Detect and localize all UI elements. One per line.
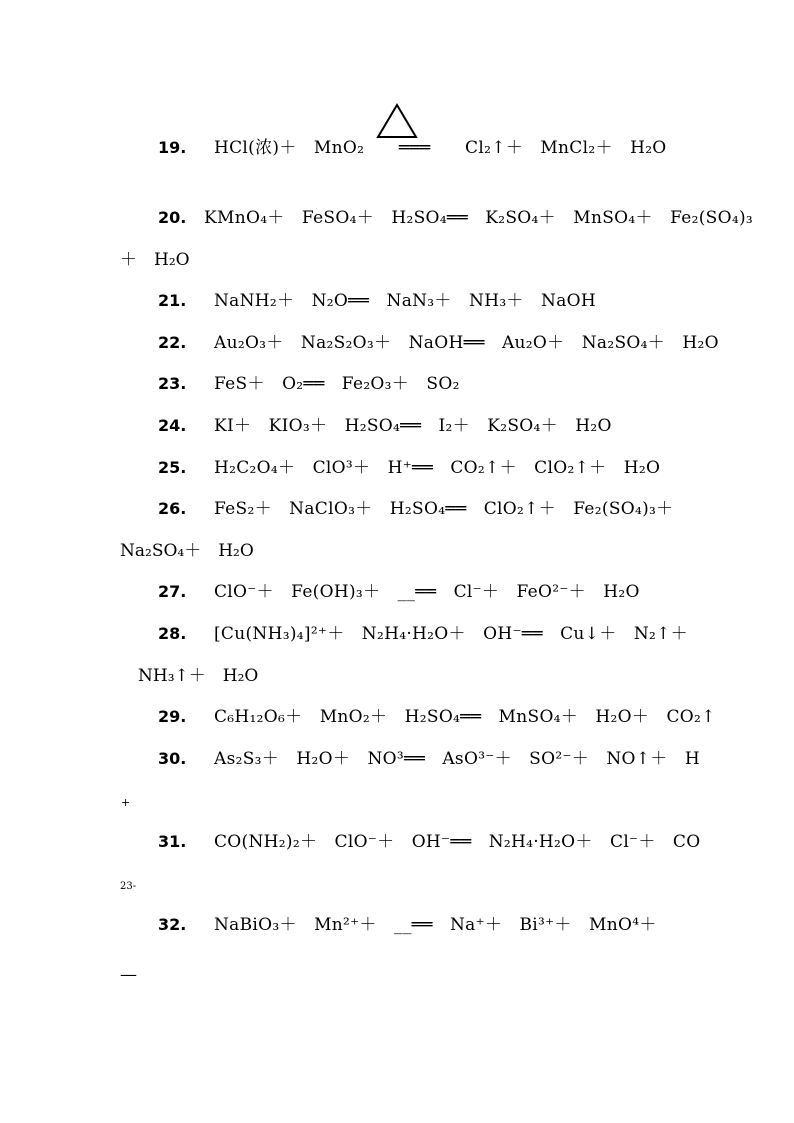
- equation-text: HCl(浓)＋ MnO₂ ═══ Cl₂↑＋ MnCl₂＋ H₂O: [214, 138, 667, 158]
- equation-number: 21.: [158, 291, 187, 310]
- equation-number: 26.: [158, 499, 187, 518]
- equation-text: FeS₂＋ NaClO₃＋ H₂SO₄══ ClO₂↑＋ Fe₂(SO₄)₃＋: [214, 499, 674, 519]
- equation-number: 30.: [158, 749, 187, 768]
- equation-text: KI＋ KIO₃＋ H₂SO₄══ I₂＋ K₂SO₄＋ H₂O: [214, 416, 612, 436]
- equation-text: KMnO₄＋ FeSO₄＋ H₂SO₄══ K₂SO₄＋ MnSO₄＋ Fe₂(SO₄)₃: [204, 208, 754, 228]
- equation-number: 25.: [158, 458, 187, 477]
- equation-text: C₆H₁₂O₆＋ MnO₂＋ H₂SO₄══ MnSO₄＋ H₂O＋ CO₂↑: [214, 707, 716, 727]
- equation-number: 22.: [158, 333, 187, 352]
- equation-number: 20.: [158, 208, 187, 227]
- equation-29: [158, 706, 716, 728]
- equation-20: [158, 207, 753, 229]
- heat-triangle-icon: [376, 103, 418, 139]
- equation-text: NaBiO₃＋ Mn²⁺＋ __══ Na⁺＋ Bi³⁺＋ MnO⁴＋: [214, 915, 657, 935]
- equation-text: NaNH₂＋ N₂O══ NaN₃＋ NH₃＋ NaOH: [214, 291, 597, 311]
- equation-20-continuation: ＋ H₂O: [120, 250, 190, 270]
- equation-text: ClO⁻＋ Fe(OH)₃＋ __══ Cl⁻＋ FeO²⁻＋ H₂O: [214, 582, 640, 602]
- equation-number: 27.: [158, 582, 187, 601]
- equation-27: [158, 581, 640, 603]
- equation-32: [158, 914, 657, 936]
- equation-text: CO(NH₂)₂＋ ClO⁻＋ OH⁻══ N₂H₄·H₂O＋ Cl⁻＋ CO: [214, 832, 701, 852]
- equation-19: [158, 137, 667, 159]
- equation-32-continuation: —: [120, 965, 137, 985]
- equation-text: As₂S₃＋ H₂O＋ NO³══ AsO³⁻＋ SO²⁻＋ NO↑＋ H: [214, 749, 701, 769]
- equation-number: 31.: [158, 832, 187, 851]
- equation-31-continuation: 23-: [120, 881, 137, 892]
- equation-text: H₂C₂O₄＋ ClO³＋ H⁺══ CO₂↑＋ ClO₂↑＋ H₂O: [214, 458, 661, 478]
- equation-24: [158, 415, 612, 437]
- equation-text: [Cu(NH₃)₄]²⁺＋ N₂H₄·H₂O＋ OH⁻══ Cu↓＋ N₂↑＋: [214, 624, 688, 644]
- equation-number: 28.: [158, 624, 187, 643]
- equation-text: FeS＋ O₂══ Fe₂O₃＋ SO₂: [214, 374, 460, 394]
- equation-30-continuation: +: [121, 796, 131, 809]
- equation-number: 32.: [158, 915, 187, 934]
- equation-23: [158, 373, 460, 395]
- equation-21: [158, 290, 596, 312]
- equation-31: [158, 831, 700, 853]
- equation-number: 19.: [158, 138, 187, 157]
- equation-22: [158, 332, 719, 354]
- equation-text: Au₂O₃＋ Na₂S₂O₃＋ NaOH══ Au₂O＋ Na₂SO₄＋ H₂O: [214, 333, 719, 353]
- equation-26: [158, 498, 673, 520]
- equation-28-continuation: NH₃↑＋ H₂O: [138, 666, 259, 686]
- equation-30: [158, 748, 700, 770]
- equation-26-continuation: Na₂SO₄＋ H₂O: [120, 541, 254, 561]
- equation-number: 24.: [158, 416, 187, 435]
- equation-28: [158, 623, 688, 645]
- equation-number: 29.: [158, 707, 187, 726]
- equation-number: 23.: [158, 374, 187, 393]
- equation-25: [158, 457, 660, 479]
